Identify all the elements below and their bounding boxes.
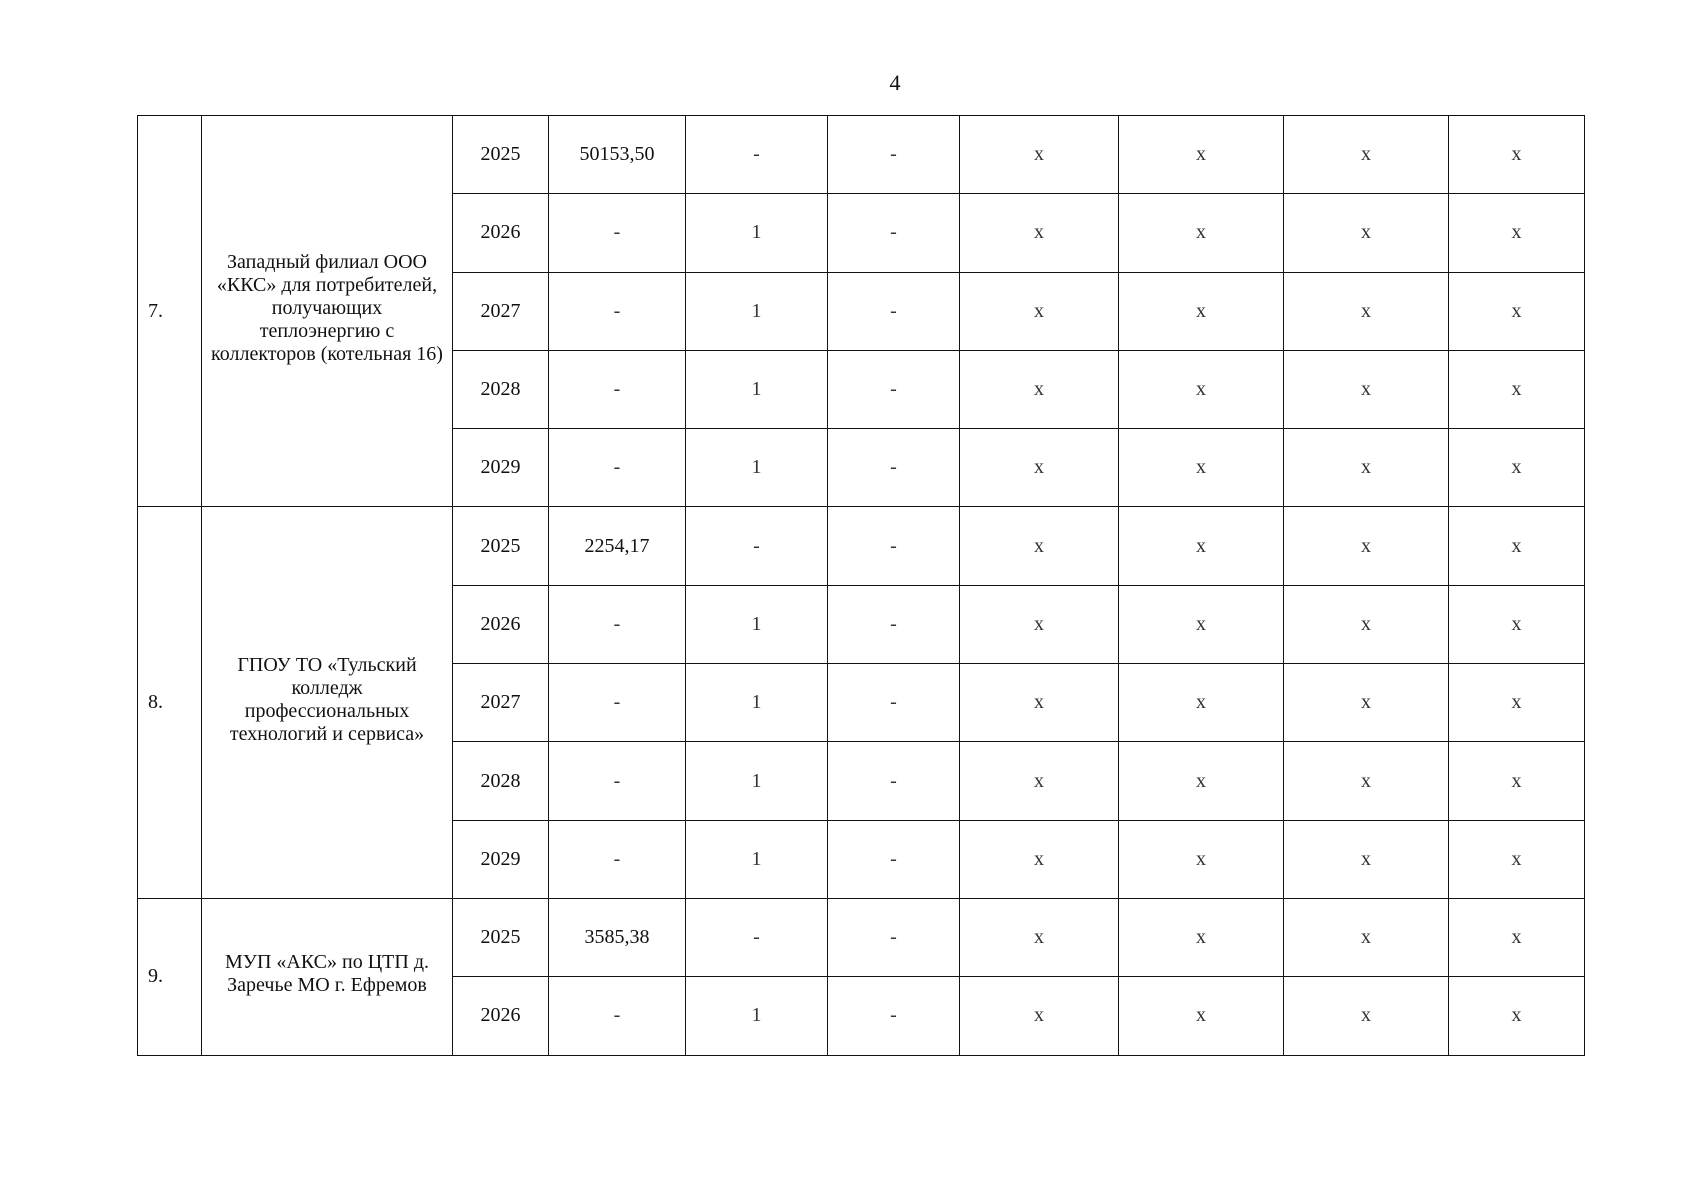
value-cell: x [1284,429,1449,507]
value-cell: x [960,429,1119,507]
value-cell: x [960,350,1119,428]
value-cell: x [1449,429,1585,507]
organization-name [202,898,453,1055]
value-cell: x [1449,898,1585,976]
value-cell: 3585,38 [549,898,686,976]
value-cell: x [1119,429,1284,507]
value-cell: x [1284,742,1449,820]
page-number: 4 [889,70,901,95]
value-cell: x [1284,585,1449,663]
value-cell: - [828,664,960,742]
year-cell: 2028 [453,742,549,820]
organization-name-text: ГПОУ ТО «Тульский колледж профессиональных технологий и сервиса» [229,653,425,745]
value-cell: - [549,350,686,428]
value-cell: x [1284,664,1449,742]
value-cell: x [1119,898,1284,976]
value-cell: - [828,898,960,976]
value-cell: - [549,742,686,820]
value-cell: 1 [686,820,828,898]
value-cell: x [960,820,1119,898]
tariff-table [137,115,1585,1056]
value-cell: x [960,664,1119,742]
value-cell: x [1119,585,1284,663]
value-cell: - [686,116,828,194]
value-cell: x [1284,977,1449,1055]
value-cell: 1 [686,977,828,1055]
value-cell: x [1449,742,1585,820]
organization-name [202,116,453,507]
value-cell: - [828,272,960,350]
value-cell: x [1119,664,1284,742]
value-cell: x [1119,820,1284,898]
year-cell: 2026 [453,585,549,663]
year-cell: 2027 [453,664,549,742]
value-cell: 1 [686,585,828,663]
value-cell: x [960,194,1119,272]
value-cell: - [549,977,686,1055]
value-cell: - [549,194,686,272]
value-cell: x [1284,272,1449,350]
value-cell: 1 [686,272,828,350]
year-cell: 2029 [453,820,549,898]
value-cell: - [549,429,686,507]
value-cell: 1 [686,742,828,820]
value-cell: - [549,664,686,742]
value-cell: 1 [686,194,828,272]
value-cell: x [1119,350,1284,428]
value-cell: 2254,17 [549,507,686,585]
value-cell: x [1119,742,1284,820]
row-number: 9. [138,898,202,1055]
value-cell: - [828,429,960,507]
value-cell: x [1449,507,1585,585]
value-cell: x [1119,194,1284,272]
value-cell: x [1284,898,1449,976]
value-cell: x [1449,977,1585,1055]
value-cell: x [1449,585,1585,663]
value-cell: 1 [686,429,828,507]
year-cell: 2025 [453,507,549,585]
value-cell: 1 [686,350,828,428]
value-cell: 1 [686,664,828,742]
value-cell: x [1119,272,1284,350]
value-cell: - [686,898,828,976]
year-cell: 2028 [453,350,549,428]
value-cell: - [828,116,960,194]
year-cell: 2025 [453,116,549,194]
value-cell: x [1284,507,1449,585]
value-cell: x [1284,116,1449,194]
table-row [138,116,1585,194]
organization-name [202,507,453,898]
value-cell: x [1449,350,1585,428]
value-cell: - [828,742,960,820]
organization-name-text: Западный филиал ООО «ККС» для потребителей, получающих теплоэнергию с коллекторов (котельная 16) [211,250,443,365]
table-row [138,507,1585,585]
value-cell: x [960,272,1119,350]
value-cell: x [960,507,1119,585]
value-cell: x [1449,272,1585,350]
organization-name-text: МУП «АКС» по ЦТП д. Заречье МО г. Ефремов [225,950,429,996]
value-cell: - [549,820,686,898]
value-cell: x [960,116,1119,194]
value-cell: x [960,742,1119,820]
value-cell: x [1449,820,1585,898]
value-cell: x [960,585,1119,663]
value-cell: x [1449,194,1585,272]
year-cell: 2025 [453,898,549,976]
value-cell: x [1284,820,1449,898]
value-cell: x [1119,977,1284,1055]
year-cell: 2027 [453,272,549,350]
value-cell: - [828,820,960,898]
value-cell: x [1119,507,1284,585]
value-cell: - [686,507,828,585]
row-number: 8. [138,507,202,898]
row-number: 7. [138,116,202,507]
value-cell: - [828,507,960,585]
year-cell: 2029 [453,429,549,507]
year-cell: 2026 [453,194,549,272]
value-cell: - [828,585,960,663]
value-cell: - [828,977,960,1055]
table-body [138,116,1585,1056]
value-cell: x [960,898,1119,976]
value-cell: - [828,194,960,272]
value-cell: 50153,50 [549,116,686,194]
value-cell: x [1119,116,1284,194]
table-row [138,898,1585,976]
value-cell: x [1284,194,1449,272]
value-cell: - [828,350,960,428]
value-cell: x [960,977,1119,1055]
value-cell: - [549,585,686,663]
value-cell: x [1449,116,1585,194]
value-cell: x [1284,350,1449,428]
value-cell: - [549,272,686,350]
year-cell: 2026 [453,977,549,1055]
value-cell: x [1449,664,1585,742]
